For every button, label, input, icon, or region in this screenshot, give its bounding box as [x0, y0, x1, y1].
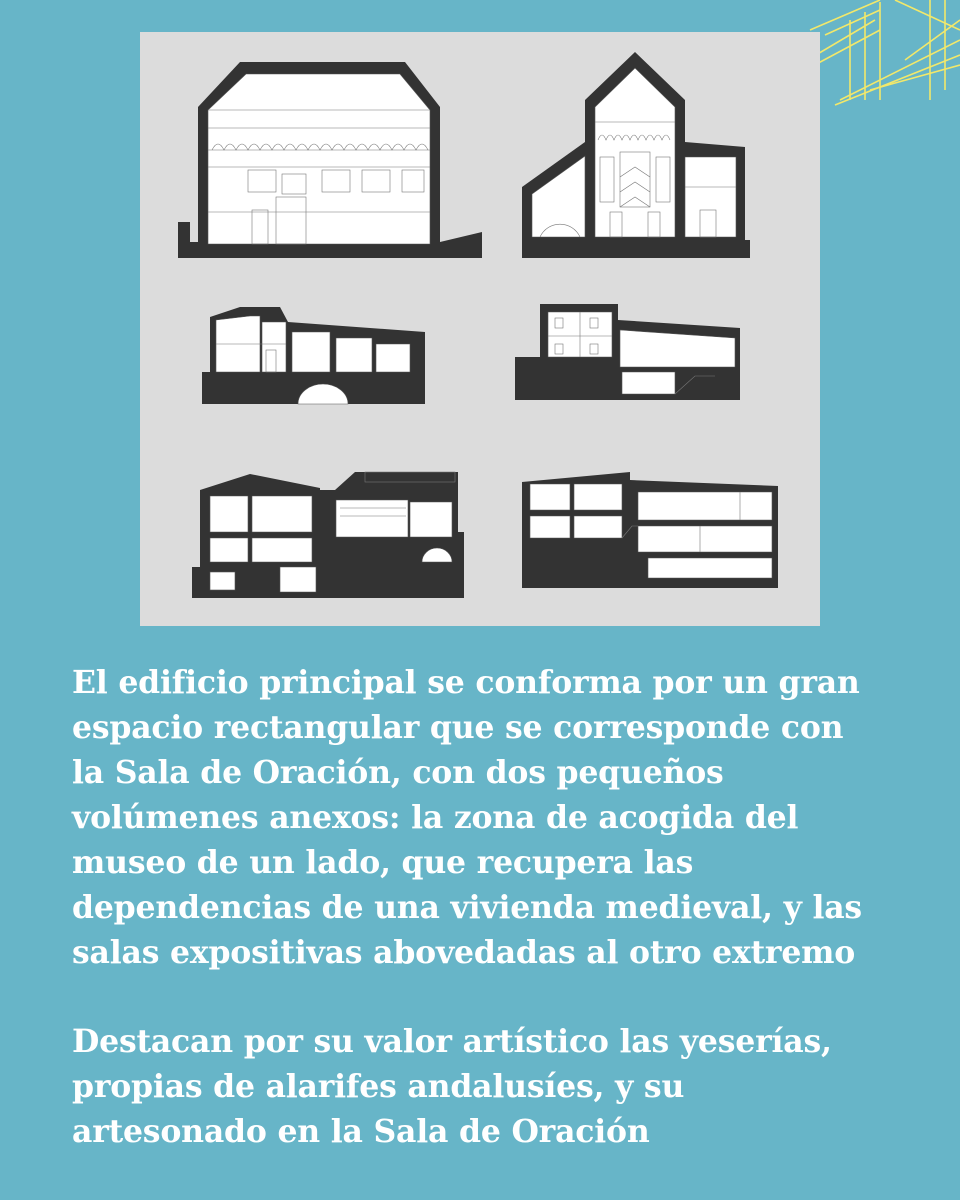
section-middle-right — [515, 304, 740, 400]
text-line: El edificio principal se conforma por un gran — [72, 664, 860, 701]
paragraph-main-building — [72, 660, 902, 975]
description-text — [72, 660, 902, 1154]
section-main-building — [178, 62, 482, 258]
text-line: volúmenes anexos: la zona de acogida del — [72, 799, 799, 836]
section-middle-left — [202, 307, 425, 404]
text-line: dependencias de una vivienda medieval, y las — [72, 889, 862, 926]
section-bottom-right — [522, 472, 778, 588]
text-line: artesonado en la Sala de Oración — [72, 1113, 650, 1150]
text-line: Destacan por su valor artístico las yeserías, — [72, 1023, 832, 1060]
text-line: la Sala de Oración, con dos pequeños — [72, 754, 724, 791]
text-line: salas expositivas abovedadas al otro extremo — [72, 934, 856, 971]
text-line: propias de alarifes andalusíes, y su — [72, 1068, 685, 1105]
architectural-sections-panel — [140, 32, 820, 626]
section-domed-hall — [522, 52, 750, 258]
text-line: espacio rectangular que se corresponde con — [72, 709, 844, 746]
text-line: museo de un lado, que recupera las — [72, 844, 694, 881]
paragraph-artistic-value — [72, 1019, 902, 1154]
architectural-sections-drawing — [140, 32, 820, 626]
section-bottom-left — [192, 472, 464, 598]
